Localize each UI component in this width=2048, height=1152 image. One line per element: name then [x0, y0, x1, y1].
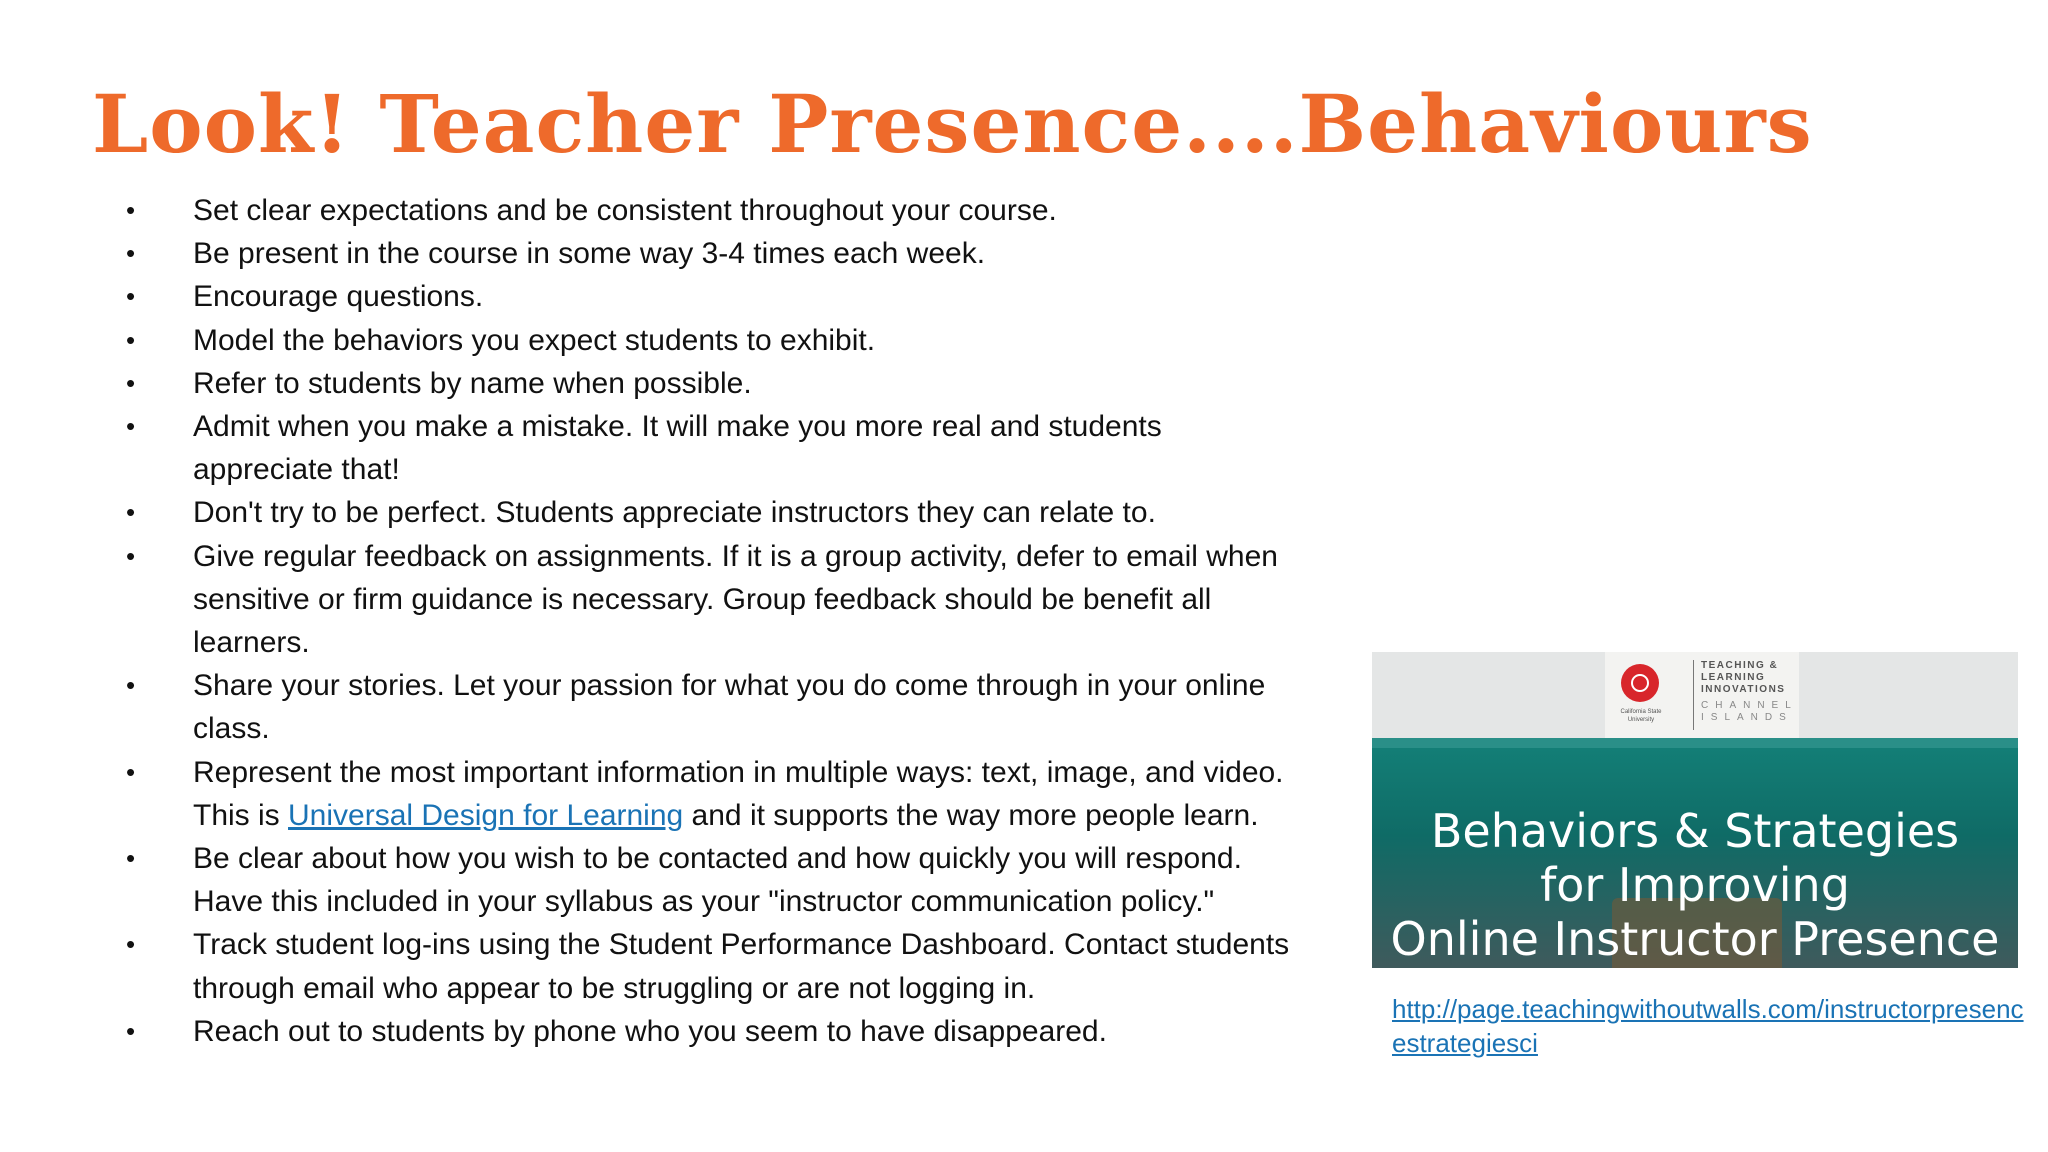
- bullet-dot: •: [126, 238, 136, 269]
- bullet-item: [120, 405, 1310, 491]
- bullet-item: [120, 362, 1310, 405]
- bullet-text: Be clear about how you wish to be contacted and how quickly you will respond. Have this included in your syllabus as your "instructor communication policy.": [193, 842, 1242, 919]
- bullet-dot: •: [126, 281, 136, 312]
- bullet-text: Refer to students by name when possible.: [193, 366, 752, 400]
- bullet-dot: •: [126, 929, 136, 960]
- bullet-text: Don't try to be perfect. Students appreciate instructors they can relate to.: [193, 496, 1156, 530]
- bullet-item: [120, 189, 1310, 232]
- slide-title: Look! Teacher Presence....Behaviours: [92, 77, 1813, 171]
- bullet-dot: •: [126, 195, 136, 225]
- bullet-item: [120, 923, 1310, 1009]
- bullet-text: Set clear expectations and be consistent throughout your course.: [193, 194, 1057, 227]
- bullet-item: [120, 275, 1310, 318]
- bullet-text-after-link: and it supports the way more people learn.: [683, 798, 1259, 832]
- bullet-dot: •: [126, 497, 136, 528]
- logo-tli-title: TEACHING & LEARNING INNOVATIONS: [1701, 660, 1786, 695]
- thumbnail-title-line1: Behaviors & Strategies: [1430, 804, 1960, 858]
- bullet-text: Admit when you make a mistake. It will make you more real and students appreciate that!: [193, 410, 1162, 487]
- bullet-text: Share your stories. Let your passion for what you do come through in your online class.: [193, 669, 1266, 746]
- bullet-dot: •: [126, 670, 136, 701]
- bullet-text: Encourage questions.: [193, 280, 484, 314]
- bullet-dot: •: [126, 411, 136, 442]
- bullet-dot: •: [126, 756, 136, 787]
- bullet-text: Give regular feedback on assignments. If it is a group activity, defer to email when sensitive or firm guidance is necessary. Group feedback should be benefit all learners.: [193, 539, 1278, 660]
- bullet-item: [120, 1010, 1310, 1053]
- bullet-dot: •: [126, 367, 136, 398]
- bullet-text: Model the behaviors you expect students to exhibit.: [193, 323, 876, 357]
- bullet-list: [120, 189, 1310, 1053]
- logo-tli-text: [1701, 660, 1797, 724]
- bullet-item: [120, 664, 1310, 750]
- logo-divider: [1693, 660, 1694, 730]
- video-thumbnail[interactable]: [1372, 652, 2018, 968]
- bullet-dot: •: [126, 1015, 136, 1046]
- bullet-item: [120, 319, 1310, 362]
- bullet-item: [120, 232, 1310, 275]
- resource-url-link[interactable]: http://page.teachingwithoutwalls.com/instructorpresencestrategiesci: [1392, 994, 2024, 1058]
- bullet-item: [120, 535, 1310, 665]
- bullet-text: Track student log-ins using the Student Performance Dashboard. Contact students through email who appear to be struggling or are not logging in.: [193, 928, 1290, 1005]
- thumbnail-title-line2: for Improving: [1540, 858, 1850, 912]
- csu-seal-icon: [1621, 664, 1659, 702]
- logo-university-text: California State University: [1620, 709, 1662, 723]
- bullet-item: [120, 491, 1310, 534]
- bullet-item: [120, 751, 1310, 837]
- bullet-dot: •: [126, 324, 136, 355]
- bullet-text: Reach out to students by phone who you seem to have disappeared.: [193, 1014, 1107, 1048]
- bullet-dot: •: [126, 540, 136, 571]
- logo-tli-campus: CHANNEL ISLANDS: [1701, 700, 1798, 723]
- bullet-text: Be present in the course in some way 3-4 times each week.: [193, 237, 986, 271]
- thumbnail-stripe: [1372, 738, 2018, 748]
- udl-link[interactable]: Universal Design for Learning: [288, 798, 684, 832]
- bullet-dot: •: [126, 843, 136, 874]
- bullet-text-before-link: Represent the most important information in multiple ways: text, image, and video. This is: [193, 755, 1284, 832]
- thumbnail-header: [1372, 652, 2018, 738]
- thumbnail-title-line3: Online Instructor Presence: [1390, 912, 2000, 966]
- csuci-logo: [1605, 652, 1799, 738]
- thumbnail-title: [1372, 804, 2018, 966]
- bullet-item: [120, 837, 1310, 923]
